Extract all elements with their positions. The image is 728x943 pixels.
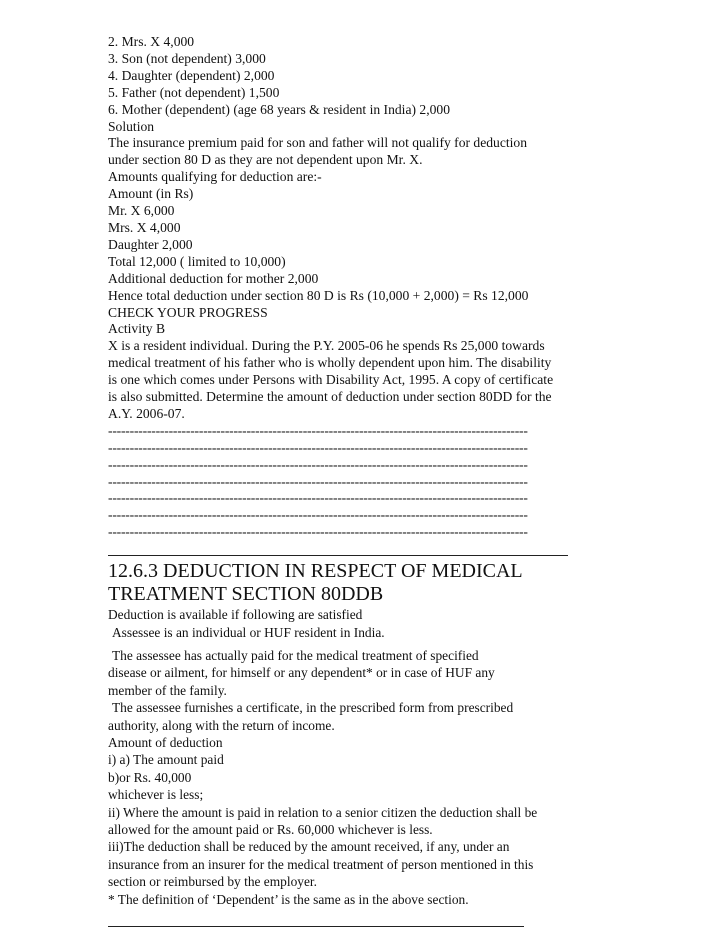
text-line: Mrs. X 4,000: [108, 219, 181, 235]
text-line: disease or ailment, for himself or any dependent* or in case of HUF any: [108, 665, 495, 681]
text-line: The insurance premium paid for son and father will not qualify for deduction: [108, 135, 528, 151]
dash-line: -------------------------------------------------------------------------------------------------: [108, 422, 528, 438]
text-line: Total 12,000 ( limited to 10,000): [108, 253, 286, 269]
text-line: X is a resident individual. During the P.Y. 2005-06 he spends Rs 25,000 towards: [108, 338, 545, 354]
text-line: Mr. X 6,000: [108, 203, 175, 219]
text-line: Daughter 2,000: [108, 236, 193, 252]
condition-item: The assessee furnishes a certificate, in the prescribed form from prescribed: [112, 700, 514, 716]
text-line: Hence total deduction under section 80 D is Rs (10,000 + 2,000) = Rs 12,000: [108, 287, 529, 303]
dash-line: -------------------------------------------------------------------------------------------------: [108, 439, 528, 455]
text-line: iii)The deduction shall be reduced by the amount received, if any, under an: [108, 839, 510, 855]
document-page: [108, 34, 583, 927]
bottom-divider: [108, 926, 524, 927]
text-line: whichever is less;: [108, 787, 204, 803]
dash-line: -------------------------------------------------------------------------------------------------: [108, 490, 528, 506]
text-line: Amounts qualifying for deduction are:-: [108, 169, 322, 185]
text-line: member of the family.: [108, 682, 227, 698]
check-progress-label: CHECK YOUR PROGRESS: [108, 304, 268, 320]
text-line: Amount (in Rs): [108, 186, 194, 202]
text-line: b)or Rs. 40,000: [108, 769, 192, 785]
text-line: 6. Mother (dependent) (age 68 years & resident in India) 2,000: [108, 101, 451, 117]
answer-dash-lines: [108, 423, 583, 541]
text-line: medical treatment of his father who is wholly dependent upon him. The disability: [108, 355, 552, 371]
text-line: 5. Father (not dependent) 1,500: [108, 84, 280, 100]
text-line: 4. Daughter (dependent) 2,000: [108, 67, 275, 83]
text-line: is one which comes under Persons with Disability Act, 1995. A copy of certificate: [108, 372, 554, 388]
text-line: 2. Mrs. X 4,000: [108, 34, 195, 49]
text-line: authority, along with the return of income.: [108, 717, 335, 733]
condition-item: Assessee is an individual or HUF resident in India.: [112, 624, 385, 640]
text-line: insurance from an insurer for the medical treatment of person mentioned in this: [108, 856, 534, 872]
dash-line: -------------------------------------------------------------------------------------------------: [108, 473, 528, 489]
text-line: allowed for the amount paid or Rs. 60,000 whichever is less.: [108, 822, 433, 838]
text-line: ii) Where the amount is paid in relation to a senior citizen the deduction shall be: [108, 804, 538, 820]
section-heading: [108, 560, 583, 606]
dash-line: -------------------------------------------------------------------------------------------------: [108, 456, 528, 472]
activity-label: Activity B: [108, 321, 166, 337]
section-body: [108, 606, 583, 908]
text-line: section or reimbursed by the employer.: [108, 874, 317, 890]
dash-line: -------------------------------------------------------------------------------------------------: [108, 524, 528, 540]
text-line: i) a) The amount paid: [108, 752, 224, 768]
text-line: Additional deduction for mother 2,000: [108, 270, 319, 286]
text-line: 3. Son (not dependent) 3,000: [108, 50, 266, 66]
text-line: Amount of deduction: [108, 735, 223, 751]
section-divider: [108, 555, 568, 556]
solution-label: Solution: [108, 118, 155, 134]
heading-line: TREATMENT SECTION 80DDB: [108, 583, 384, 606]
text-line: is also submitted. Determine the amount of deduction under section 80DD for the: [108, 389, 552, 405]
condition-item: The assessee has actually paid for the medical treatment of specified: [112, 648, 479, 663]
text-line: under section 80 D as they are not dependent upon Mr. X.: [108, 152, 423, 168]
footnote: * The definition of ‘Dependent’ is the same as in the above section.: [108, 891, 469, 907]
top-text-block: [108, 34, 583, 423]
dash-line: -------------------------------------------------------------------------------------------------: [108, 507, 528, 523]
text-line: Deduction is available if following are satisfied: [108, 607, 363, 623]
heading-line: 12.6.3 DEDUCTION IN RESPECT OF MEDICAL: [108, 560, 523, 583]
text-line: A.Y. 2006-07.: [108, 405, 185, 421]
